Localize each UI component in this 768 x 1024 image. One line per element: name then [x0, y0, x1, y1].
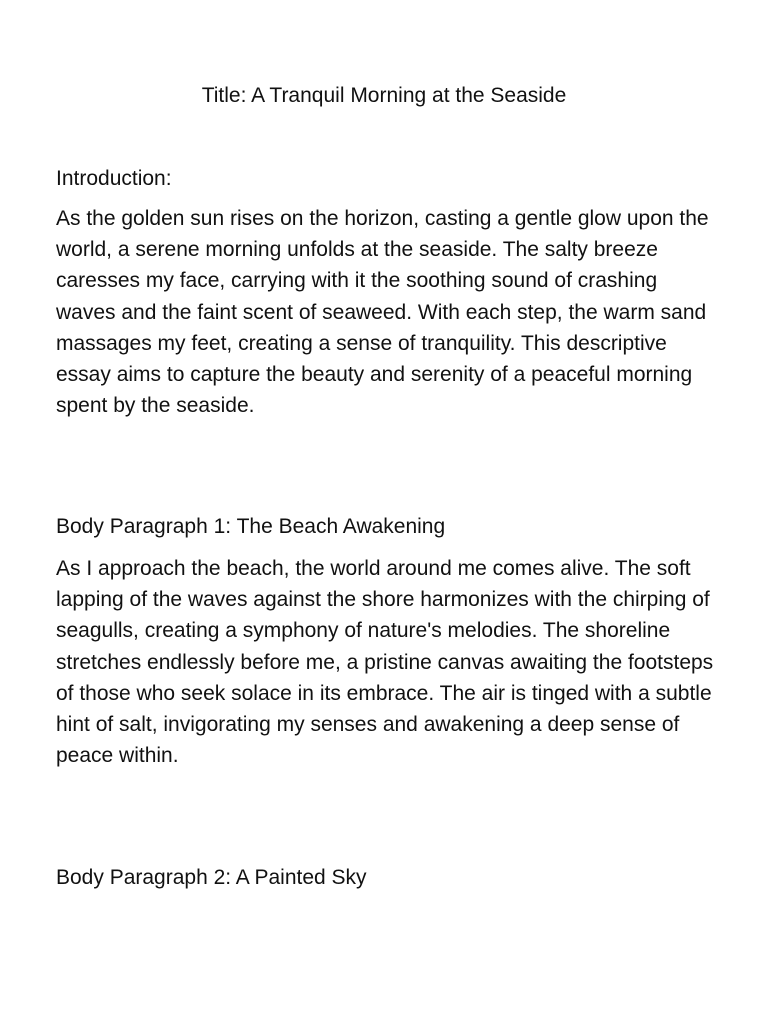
body-paragraph-2-heading: Body Paragraph 2: A Painted Sky — [56, 866, 367, 889]
document-title: Title: A Tranquil Morning at the Seaside — [201, 84, 567, 107]
introduction-heading: Introduction: — [56, 167, 172, 190]
body-paragraph-1-heading: Body Paragraph 1: The Beach Awakening — [56, 515, 446, 538]
introduction-paragraph: As the golden sun rises on the horizon, casting a gentle glow upon the world, a serene morning unfolds at the seaside. The salty breeze caresses my face, carrying with it the soothing sound of crashing waves and the faint scent of seaweed. With each step, the warm sand massages my feet, creating a sense of tranquility. This descriptive essay aims to capture the beauty and serenity of a peaceful morning spent by the seaside. — [56, 207, 709, 418]
body-paragraph-1-text: As I approach the beach, the world around me comes alive. The soft lapping of the waves against the shore harmonizes with the chirping of seagulls, creating a symphony of nature's melodies. The shoreline stretches endlessly before me, a pristine canvas awaiting the footsteps of those who seek solace in its embrace. The air is tinged with a subtle hint of salt, invigorating my senses and awakening a deep sense of peace within. — [56, 557, 714, 768]
